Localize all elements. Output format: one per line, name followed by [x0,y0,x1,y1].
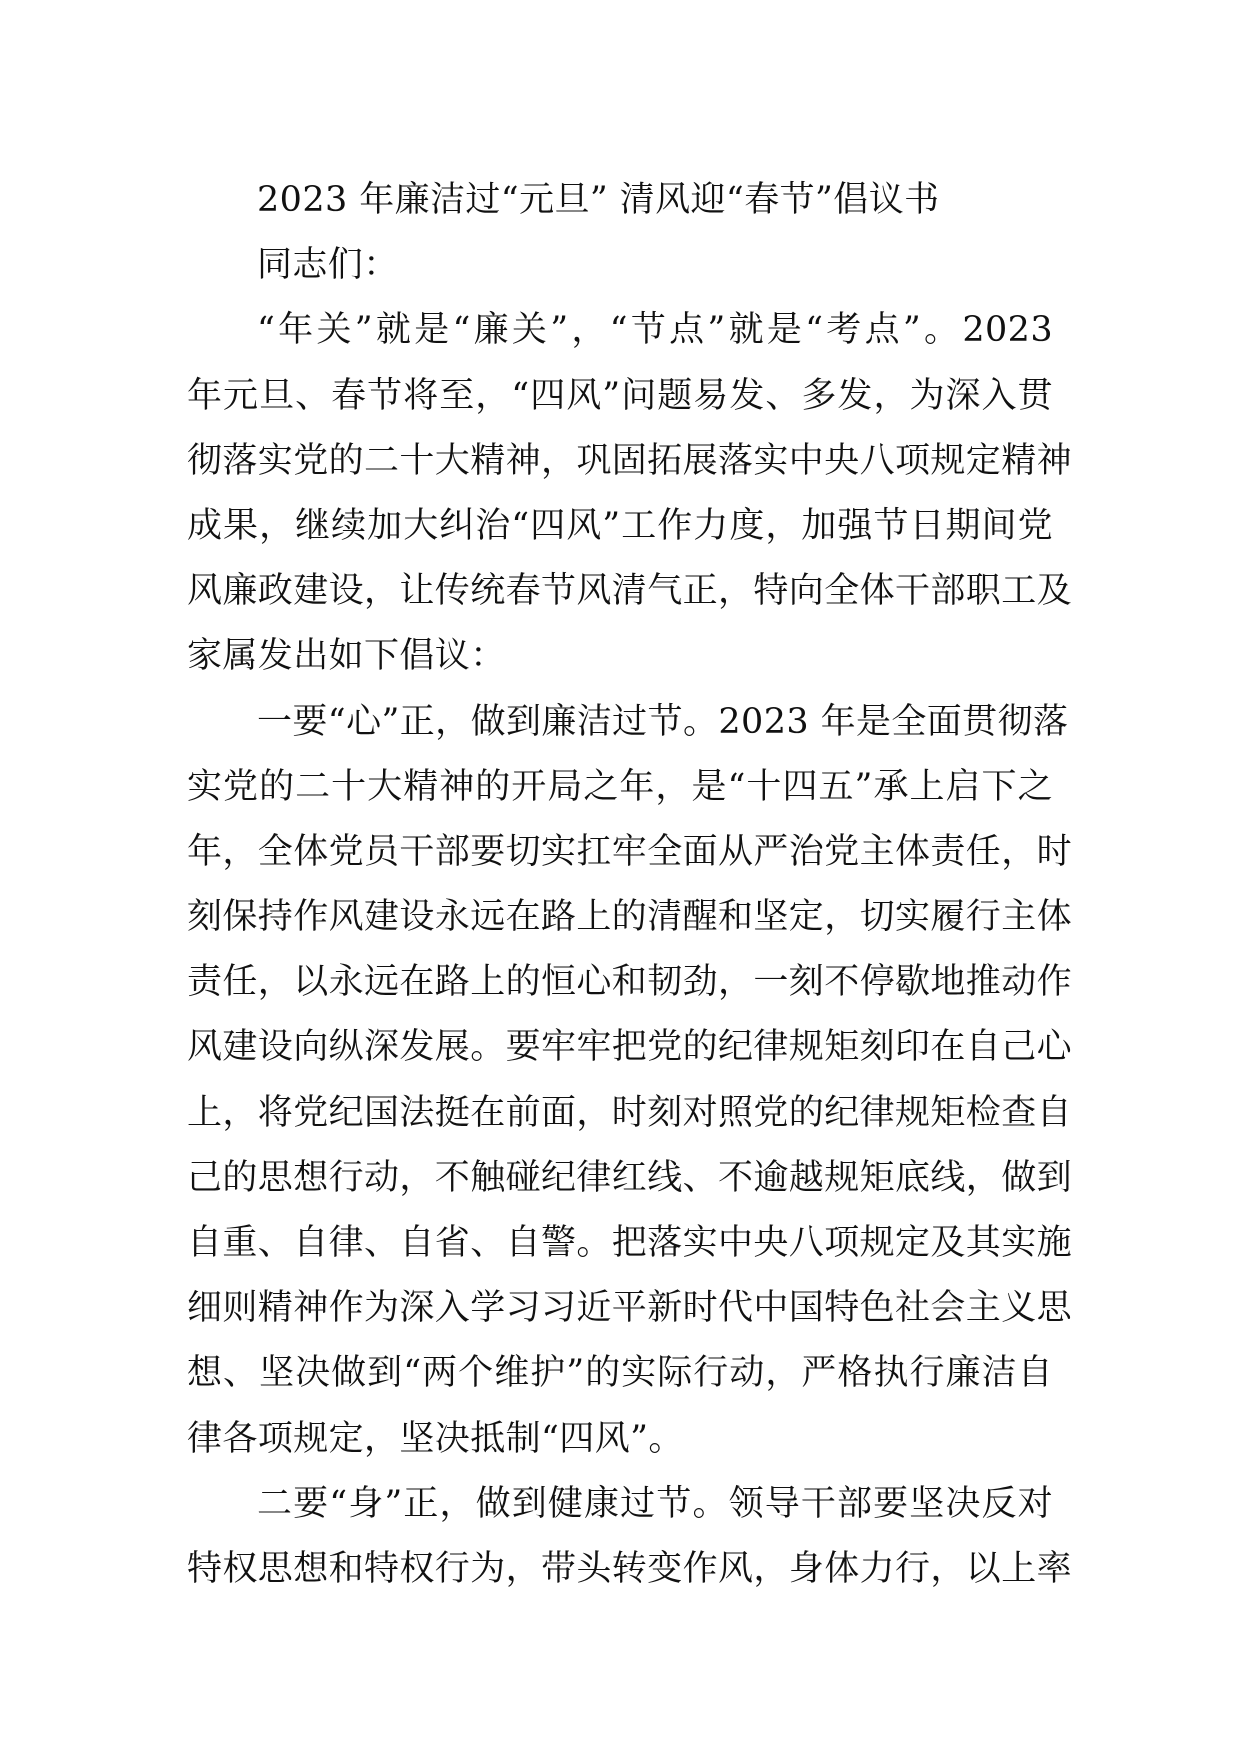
paragraph-point-two [187,1472,1073,1602]
paragraph-line: 细则精神作为深入学习习近平新时代中国特色社会主义思 [187,1288,1073,1329]
paragraph-line: 想、坚决做到“两个维护”的实际行动，严格执行廉洁自 [187,1353,1053,1394]
paragraph-intro [187,298,1073,689]
paragraph-point-one [187,690,1073,1472]
paragraph-line: “年关”就是“廉关”，“节点”就是“考点”。2023 [257,310,1053,351]
document-title: 2023 年廉洁过“元旦” 清风迎“春节”倡议书 [257,180,940,220]
paragraph-line: 特权思想和特权行为，带头转变作风，身体力行，以上率 [187,1548,1073,1589]
paragraph-line: 风建设向纵深发展。要牢牢把党的纪律规矩刻印在自己心 [187,1027,1073,1068]
paragraph-line: 年，全体党员干部要切实扛牢全面从严治党主体责任，时 [187,831,1073,872]
paragraph-line: 上，将党纪国法挺在前面，时刻对照党的纪律规矩检查自 [187,1092,1073,1133]
document-body [187,168,1073,1602]
paragraph-line: 责任，以永远在路上的恒心和韧劲，一刻不停歇地推动作 [187,962,1073,1003]
paragraph-line: 律各项规定，坚决抵制“四风”。 [187,1418,684,1459]
paragraph-line: 彻落实党的二十大精神，巩固拓展落实中央八项规定精神 [187,440,1073,481]
paragraph-line: 风廉政建设，让传统春节风清气正，特向全体干部职工及 [187,571,1073,612]
paragraph-line: 家属发出如下倡议： [187,636,506,677]
paragraph-line: 成果，继续加大纠治“四风”工作力度，加强节日期间党 [187,505,1053,546]
salutation: 同志们： [257,245,399,286]
paragraph-line: 己的思想行动，不触碰纪律红线、不逾越规矩底线，做到 [187,1157,1073,1198]
paragraph-line: 自重、自律、自省、自警。把落实中央八项规定及其实施 [187,1223,1073,1263]
paragraph-line: 刻保持作风建设永远在路上的清醒和坚定，切实履行主体 [187,897,1073,938]
paragraph-line: 实党的二十大精神的开局之年，是“十四五”承上启下之 [187,766,1053,807]
paragraph-line: 年元旦、春节将至，“四风”问题易发、多发，为深入贯 [187,375,1053,416]
paragraph-line: 一要“心”正，做到廉洁过节。2023 年是全面贯彻落 [257,701,1069,742]
paragraph-line: 二要“身”正，做到健康过节。领导干部要坚决反对 [257,1483,1053,1524]
